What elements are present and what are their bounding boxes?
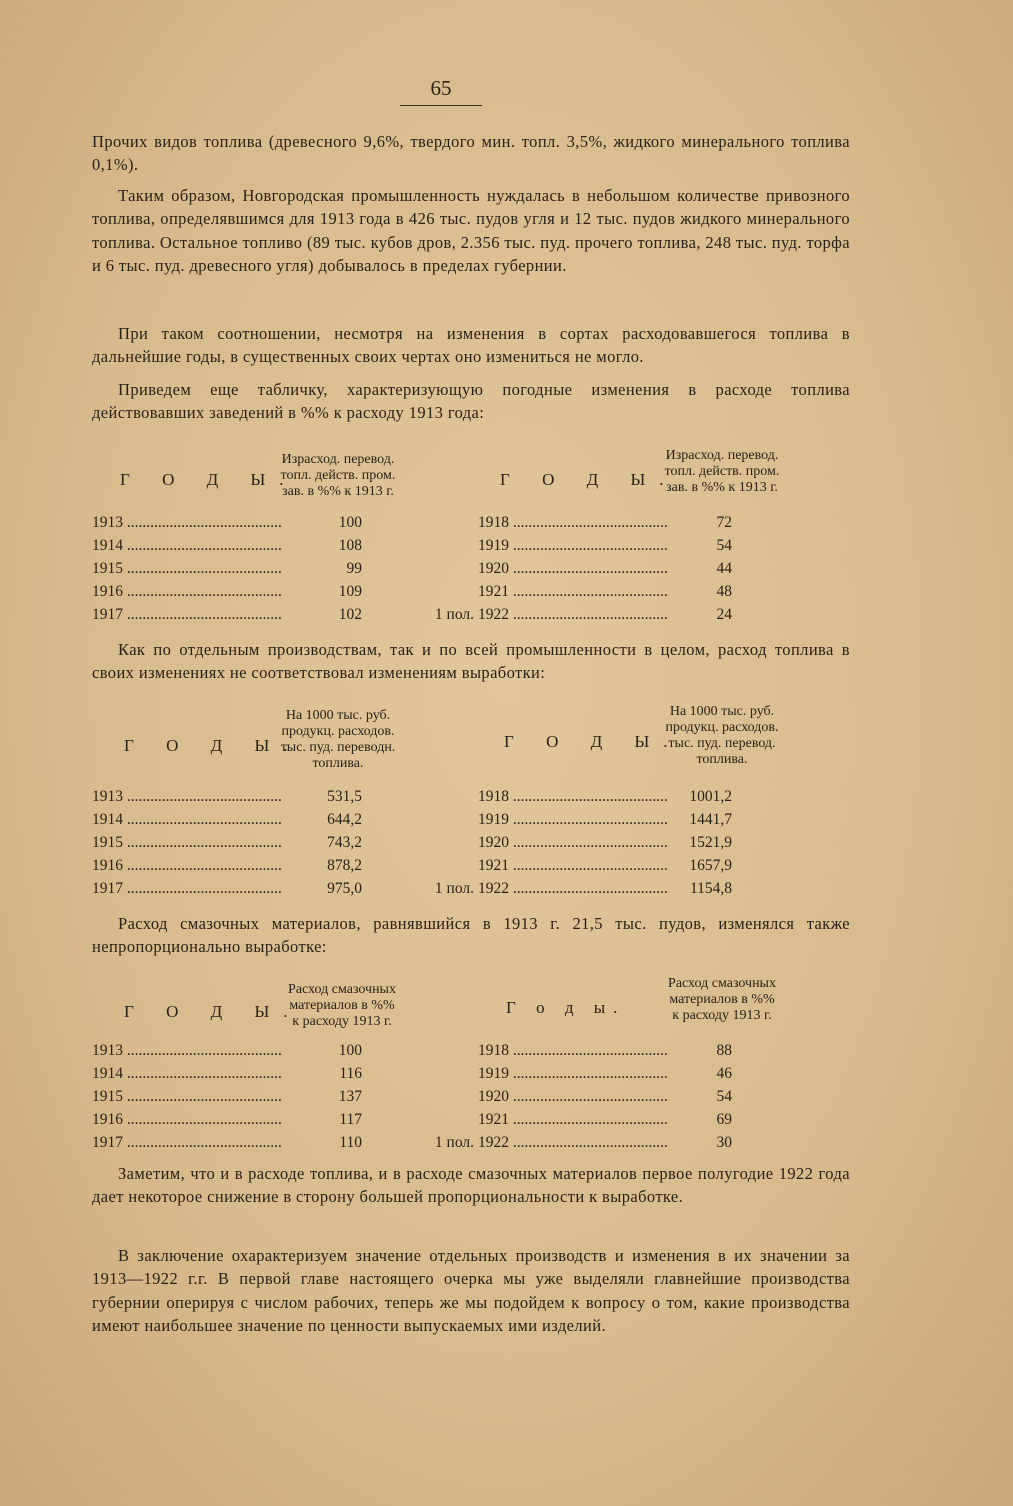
lubricant-table [92,974,852,1164]
value-cell: 975,0 [327,880,362,897]
half-year-prefix: 1 пол. [434,880,474,897]
value-cell: 72 [716,514,732,531]
table-row [92,880,852,902]
dot-leader: ........................................ [509,857,668,874]
table-header-years-right: Г О Д Ы. [500,470,678,489]
table-header-years-left: Г О Д Ы. [124,736,302,755]
year-cell: 1915 ........................................ [92,560,282,577]
value-cell: 54 [716,537,732,554]
dot-leader: ........................................ [123,788,282,805]
value-cell: 46 [716,1065,732,1082]
table-header-years-right: Г о д ы. [506,998,626,1017]
value-cell: 1521,9 [689,834,732,851]
year-cell: 1919 ........................................ [478,811,668,828]
year-cell: 1913 ........................................ [92,788,282,805]
dot-leader: ........................................ [509,880,668,897]
paragraph-novgorod-fuel: Таким образом, Новгородская промышленность нуждалась в небольшом количестве привозного топлива, определявшимся для 1913 года в 426 тыс. пудов угля и 12 тыс. пудов жидкого минерального топлива. Остальное топливо (89 тыс. кубов дров, 2.356 тыс. пуд. прочего топлива, 248 тыс. пуд. торфа и 6 тыс. пуд. древесного угля) добывалось в пределах губернии. [92,186,850,276]
value-cell: 44 [716,560,732,577]
table-row [92,834,852,856]
year-cell: 1918 ........................................ [478,788,668,805]
table-header-desc-right: Расход смазочных материалов в %% к расходу 1913 г. [668,976,776,1023]
dot-leader: ........................................ [509,537,668,554]
year-cell: 1916 ........................................ [92,857,282,874]
dot-leader: ........................................ [509,1065,668,1082]
table-header-desc-left: На 1000 тыс. руб. продукц. расходов. тыс. пуд. переводн. топлива. [280,708,396,771]
table-header-desc-right: Израсход. перевод. топл. действ. пром. зав. в %% к 1913 г. [664,448,780,495]
year-cell: 1914 ........................................ [92,537,282,554]
year-cell: 1914 ........................................ [92,811,282,828]
year-cell: 1916 ........................................ [92,583,282,600]
value-cell: 108 [338,537,362,554]
year-cell: 1914 ........................................ [92,1065,282,1082]
table-row [92,788,852,810]
year-cell: 1919 ........................................ [478,1065,668,1082]
value-cell: 88 [716,1042,732,1059]
dot-leader: ........................................ [123,1111,282,1128]
year-cell: 1919 ........................................ [478,537,668,554]
table-row [92,583,852,605]
table-row [92,537,852,559]
year-cell: 1922 ........................................ [478,1134,668,1151]
dot-leader: ........................................ [123,1042,282,1059]
table-header-desc-right: На 1000 тыс. руб. продукц. расходов. тыс. пуд. перевод. топлива. [665,704,779,767]
value-cell: 30 [716,1134,732,1151]
year-cell: 1915 ........................................ [92,1088,282,1105]
paragraph-conclusion: В заключение охарактеризуем значение отдельных производств и изменения в их значении за 1913—1922 г.г. В первой главе настоящего очерка мы уже выделяли главнейшие производства губернии оперируя с числом рабочих, теперь же мы подойдем к вопросу о том, какие производства имеют наибольшее значение по ценности выпускаемых ими изделий. [92,1246,850,1336]
dot-leader: ........................................ [123,514,282,531]
dot-leader: ........................................ [123,880,282,897]
year-cell: 1920 ........................................ [478,834,668,851]
value-cell: 743,2 [327,834,362,851]
year-cell: 1917 ........................................ [92,606,282,623]
value-cell: 117 [339,1111,362,1128]
table-row [92,1042,852,1064]
dot-leader: ........................................ [509,583,668,600]
table-row [92,514,852,536]
value-cell: 1001,2 [689,788,732,805]
paragraph-fuel-ratio: При таком соотношении, несмотря на изменения в сортах расходовавшегося топлива в дальнейшие годы, в существенных своих чертах оно измениться не могло. [92,324,850,367]
dot-leader: ........................................ [509,1111,668,1128]
value-cell: 24 [716,606,732,623]
paragraph-table-intro: Приведем еще табличку, характеризующую погодные изменения в расходе топлива действовавших заведений в %% к расходу 1913 года: [92,380,850,423]
year-cell: 1922 ........................................ [478,880,668,897]
table-row [92,1134,852,1156]
year-cell: 1921 ........................................ [478,583,668,600]
value-cell: 48 [716,583,732,600]
year-cell: 1921 ........................................ [478,1111,668,1128]
value-cell: 644,2 [327,811,362,828]
table-row [92,560,852,582]
value-cell: 116 [339,1065,362,1082]
page-number: 65 [400,76,482,106]
year-cell: 1922 ........................................ [478,606,668,623]
year-cell: 1913 ........................................ [92,1042,282,1059]
table-header-years-left: Г О Д Ы. [120,470,298,489]
value-cell: 99 [346,560,362,577]
paragraph-other-fuels: Прочих видов топлива (древесного 9,6%, твердого мин. топл. 3,5%, жидкого минерального топлива 0,1%). [92,132,850,175]
value-cell: 531,5 [327,788,362,805]
year-cell: 1917 ........................................ [92,1134,282,1151]
table-row [92,606,852,628]
value-cell: 1657,9 [689,857,732,874]
year-cell: 1921 ........................................ [478,857,668,874]
value-cell: 100 [338,514,362,531]
dot-leader: ........................................ [509,1088,668,1105]
dot-leader: ........................................ [123,560,282,577]
value-cell: 1154,8 [689,880,732,897]
value-cell: 100 [338,1042,362,1059]
table-header-years-left: Г О Д Ы. [124,1002,302,1021]
dot-leader: ........................................ [123,1065,282,1082]
value-cell: 137 [338,1088,362,1105]
table-header-desc-left: Израсход. перевод. топл. действ. пром. зав. в %% к 1913 г. [280,452,396,499]
half-year-prefix: 1 пол. [434,1134,474,1151]
dot-leader: ........................................ [509,1042,668,1059]
dot-leader: ........................................ [123,583,282,600]
table-row [92,811,852,833]
table-header-desc-left: Расход смазочных материалов в %% к расходу 1913 г. [288,982,396,1029]
dot-leader: ........................................ [123,606,282,623]
table-row [92,1111,852,1133]
year-cell: 1917 ........................................ [92,880,282,897]
dot-leader: ........................................ [509,788,668,805]
dot-leader: ........................................ [509,514,668,531]
value-cell: 110 [339,1134,362,1151]
dot-leader: ........................................ [123,1134,282,1151]
half-year-prefix: 1 пол. [434,606,474,623]
year-cell: 1913 ........................................ [92,514,282,531]
paragraph-note-1922: Заметим, что и в расходе топлива, и в расходе смазочных материалов первое полугодие 1922 года дает некоторое снижение в сторону большей пропорциональности к выработке. [92,1164,850,1207]
dot-leader: ........................................ [123,811,282,828]
table-header-years-right: Г О Д Ы. [504,732,682,751]
table-row [92,1065,852,1087]
value-cell: 109 [338,583,362,600]
table-row [92,1088,852,1110]
year-cell: 1920 ........................................ [478,560,668,577]
dot-leader: ........................................ [509,811,668,828]
value-cell: 69 [716,1111,732,1128]
dot-leader: ........................................ [509,834,668,851]
value-cell: 878,2 [327,857,362,874]
dot-leader: ........................................ [509,606,668,623]
paragraph-lubricants: Расход смазочных материалов, равнявшийся в 1913 г. 21,5 тыс. пудов, изменялся также непропорционально выработке: [92,914,850,957]
fuel-per-production-table [92,704,852,904]
year-cell: 1916 ........................................ [92,1111,282,1128]
year-cell: 1915 ........................................ [92,834,282,851]
table-row [92,857,852,879]
dot-leader: ........................................ [123,834,282,851]
value-cell: 102 [338,606,362,623]
fuel-percent-table [92,448,852,628]
dot-leader: ........................................ [509,560,668,577]
value-cell: 1441,7 [689,811,732,828]
year-cell: 1918 ........................................ [478,514,668,531]
dot-leader: ........................................ [123,537,282,554]
value-cell: 54 [716,1088,732,1105]
paragraph-production-comparison: Как по отдельным производствам, так и по всей промышленности в целом, расход топлива в своих изменениях не соответствовал изменениям выработки: [92,640,850,683]
dot-leader: ........................................ [123,1088,282,1105]
year-cell: 1918 ........................................ [478,1042,668,1059]
dot-leader: ........................................ [123,857,282,874]
dot-leader: ........................................ [509,1134,668,1151]
year-cell: 1920 ........................................ [478,1088,668,1105]
